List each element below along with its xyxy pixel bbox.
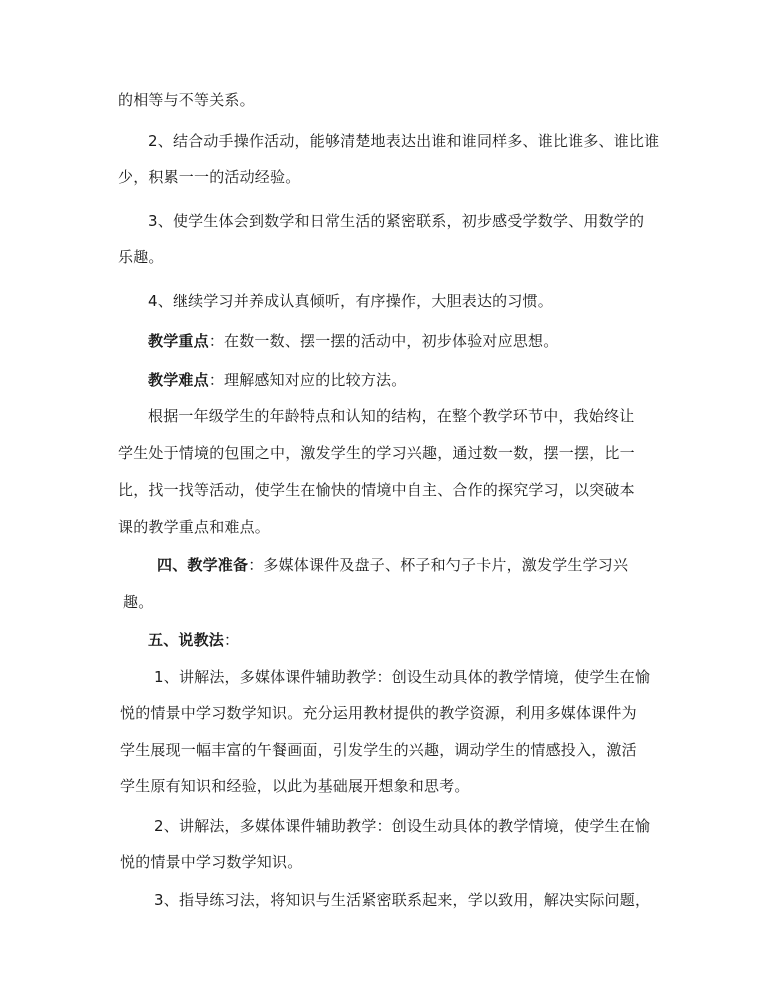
text-line [118,443,635,463]
section-label: 教学难点 [148,371,209,389]
text-line [118,167,300,187]
text-line [120,703,637,723]
text-line [118,517,270,537]
section-label: 四、教学准备 [157,556,249,574]
text-line [148,406,634,426]
line-text: ：理解感知对应的比较方法。 [208,371,407,389]
line-text: 比，找一找等活动，使学生在愉快的情境中自主、合作的探究学习，以突破本 [118,481,635,499]
text-line [120,776,470,796]
line-text: 3、使学生体会到数学和日常生活的紧密联系，初步感受学数学、用数学的 [148,212,645,230]
line-text: 1、讲解法，多媒体课件辅助教学：创设生动具体的教学情境，使学生在愉 [154,668,651,686]
text-line [154,816,650,836]
text-line [123,592,153,612]
line-text: 学生处于情境的包围之中，激发学生的学习兴趣，通过数一数，摆一摆，比一 [118,444,635,462]
line-text: ：多媒体课件及盘子、杯子和勺子卡片，激发学生学习兴 [248,556,629,574]
line-text: ：在数一数、摆一摆的活动中，初步体验对应思想。 [208,332,559,350]
line-text: 悦的情景中学习数学知识。充分运用教材提供的教学资源，利用多媒体课件为 [120,704,637,722]
section-label: 教学重点 [148,332,209,350]
line-text: 4、继续学习并养成认真倾听，有序操作，大胆表达的习惯。 [148,292,553,310]
text-line [148,211,644,231]
line-text: 少，积累一一的活动经验。 [118,168,301,186]
line-text: 学生原有知识和经验，以此为基础展开想象和思考。 [120,777,470,795]
text-line [148,630,239,650]
line-text: 的相等与不等关系。 [118,91,255,109]
line-text: 2、结合动手操作活动，能够清楚地表达出谁和谁同样多、谁比谁多、谁比谁 [148,132,660,150]
text-line [148,370,406,390]
text-line [157,555,628,575]
text-line [118,90,255,110]
line-text: 根据一年级学生的年龄特点和认知的结构，在整个教学环节中，我始终让 [148,407,635,425]
text-line [118,247,164,267]
section-heading: 五、说教法 [148,631,225,649]
text-line [148,291,553,311]
text-line [120,852,302,872]
text-line [120,740,637,760]
line-text: 课的教学重点和难点。 [118,518,271,536]
line-text: 2、讲解法，多媒体课件辅助教学：创设生动具体的教学情境，使学生在愉 [154,817,651,835]
line-text: 学生展现一幅丰富的午餐画面，引发学生的兴趣，调动学生的情感投入，激活 [120,741,637,759]
text-line [154,667,650,687]
line-text: ： [224,631,240,649]
text-line [118,480,635,500]
line-text: 悦的情景中学习数学知识。 [120,853,303,871]
line-text: 3、指导练习法，将知识与生活紧密联系起来，学以致用，解决实际问题， [154,891,651,909]
line-text: 趣。 [123,593,154,611]
text-line [148,331,558,351]
text-line [154,890,650,910]
line-text: 乐趣。 [118,248,164,266]
text-line [148,131,659,151]
